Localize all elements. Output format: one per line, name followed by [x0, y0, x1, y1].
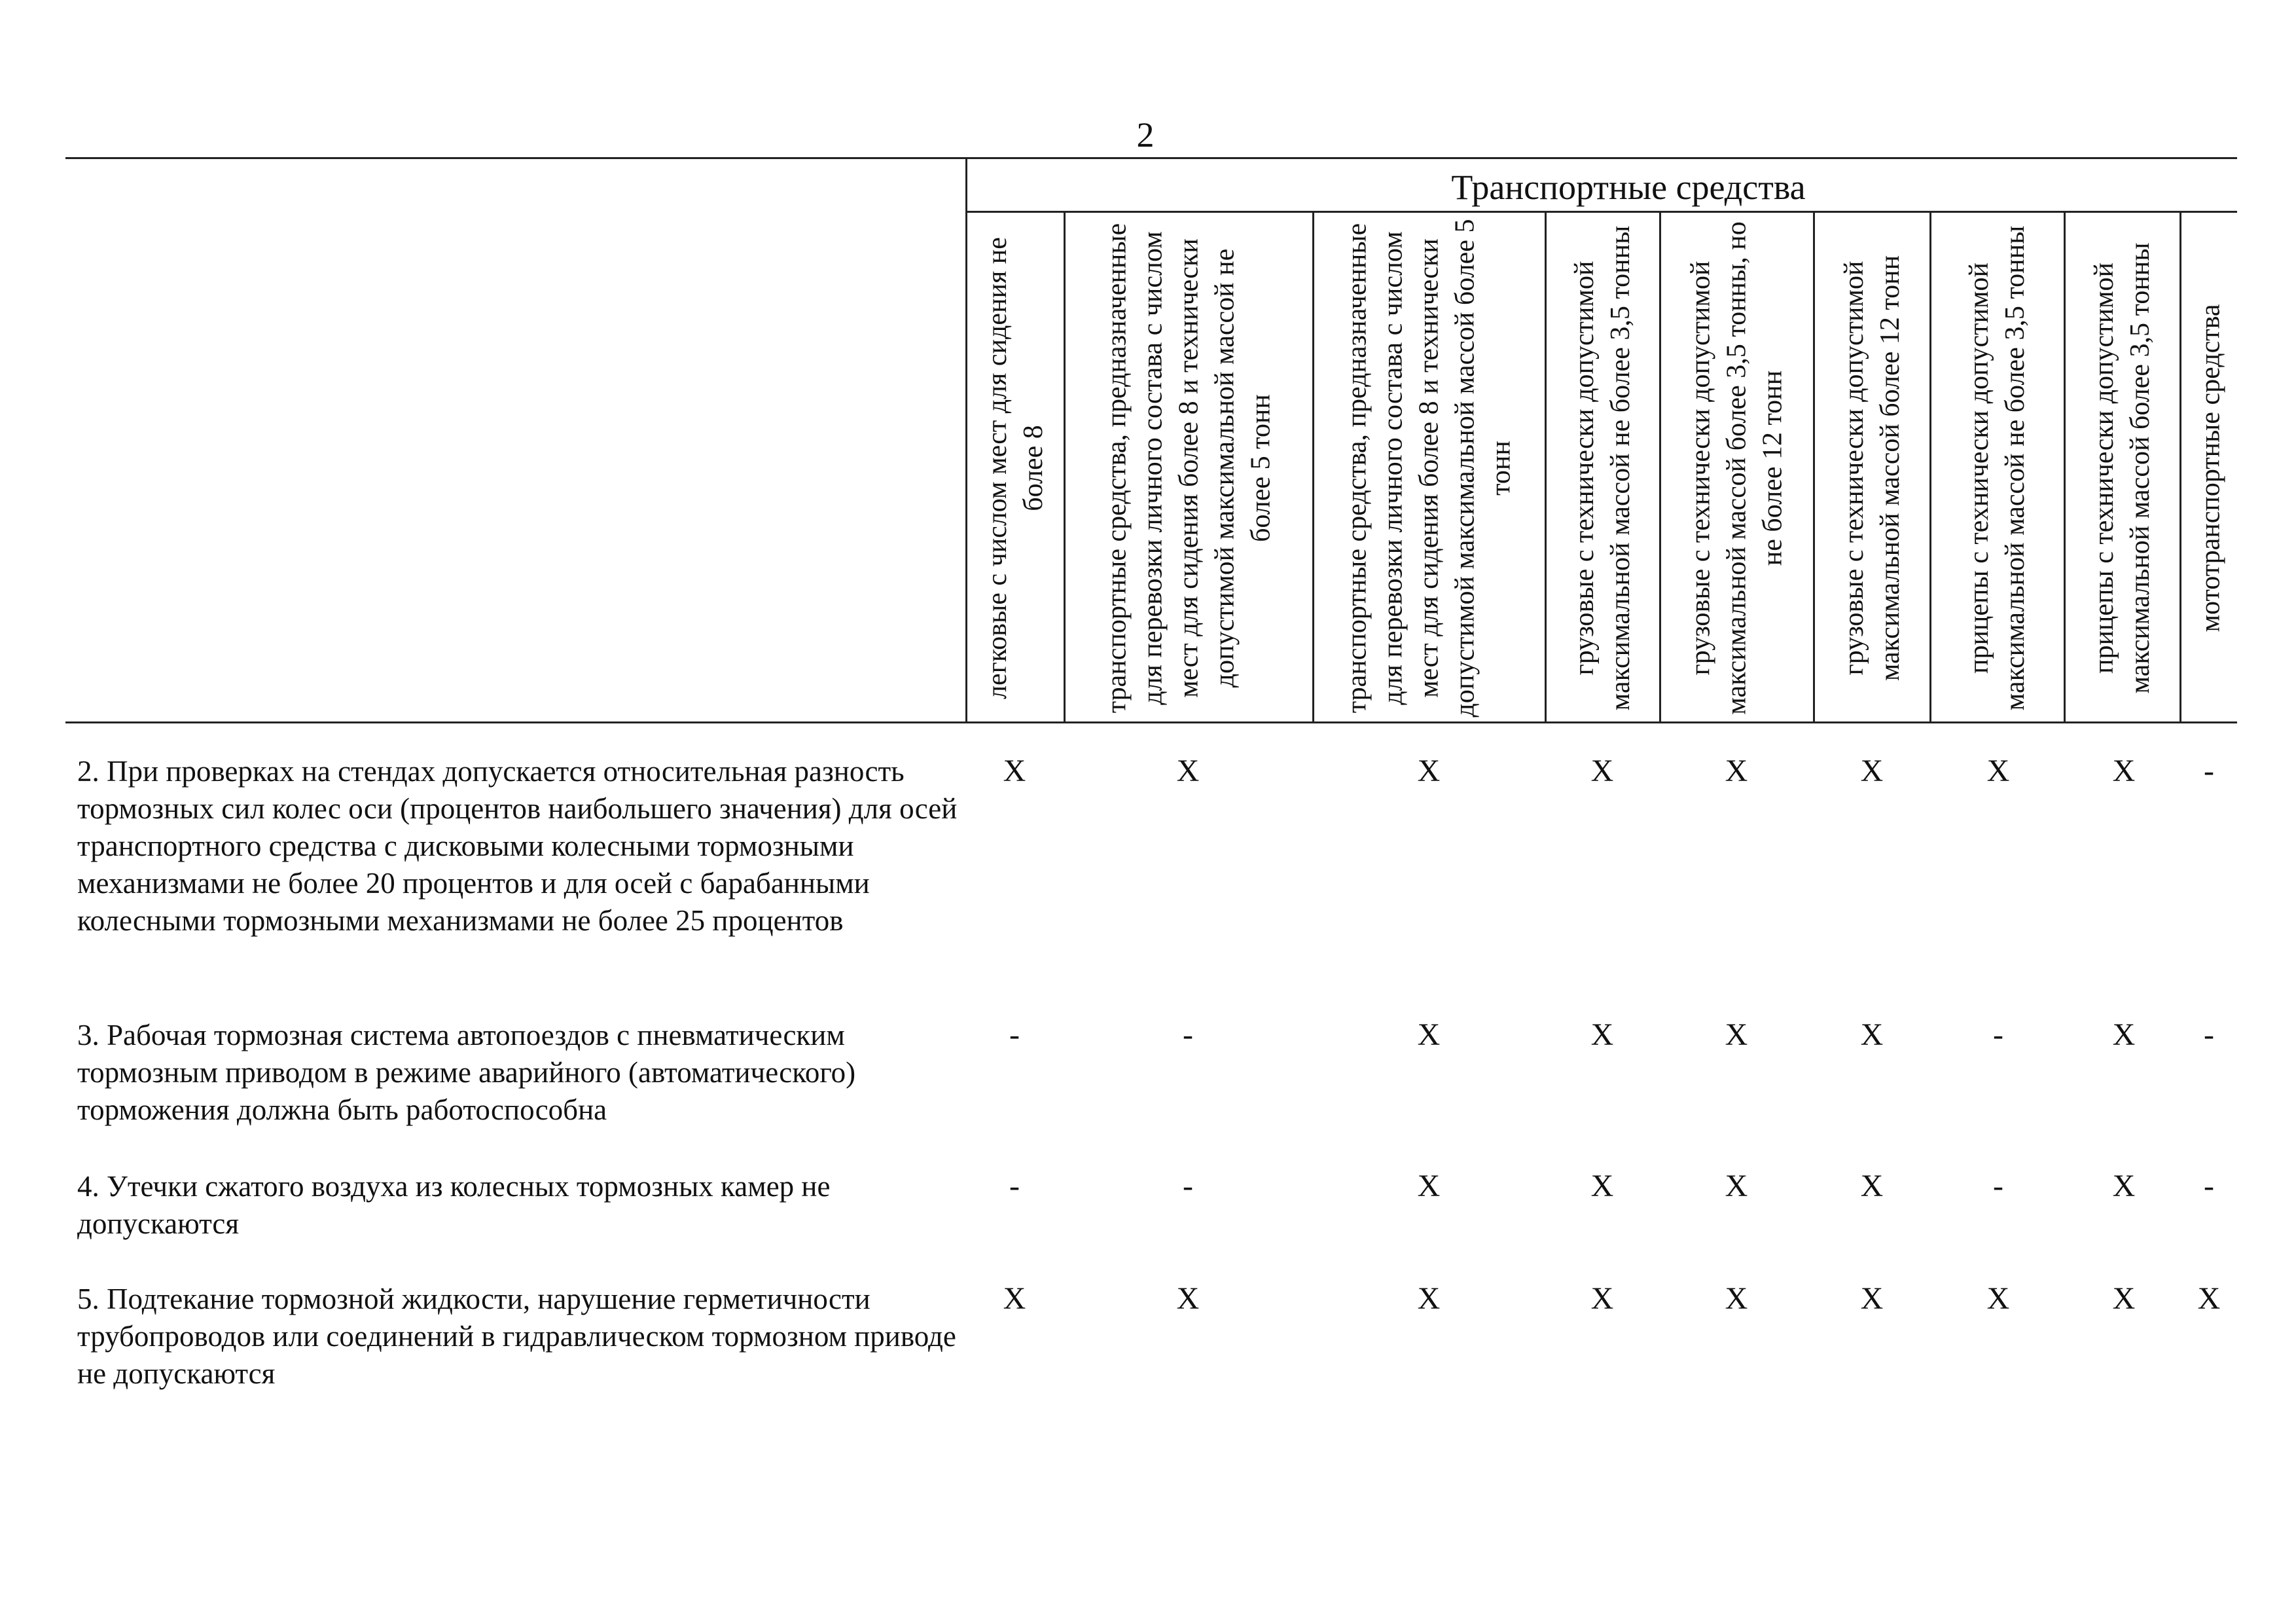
mark-cell: X [1003, 754, 1026, 788]
mark-cell: X [1590, 1017, 1614, 1052]
mark-cell: X [2112, 1017, 2136, 1052]
mark-cell: X [1725, 1169, 1748, 1203]
mark-cell: X [1176, 754, 1200, 788]
mark-cell: X [1590, 754, 1614, 788]
table-top-rule [65, 157, 2237, 159]
mark-cell: X [1003, 1281, 1026, 1316]
mark-cell: - [1183, 1017, 1193, 1052]
mark-cell: X [2112, 1169, 2136, 1203]
mark-cell: X [1725, 1017, 1748, 1052]
mark-cell: X [1860, 754, 1884, 788]
mark-cell: - [2204, 1169, 2214, 1203]
column-header: транспортные средства, предназначенные для перевозки личного состава с числом мест для сидения более 8 и технически допустимой максимальной массой не более 5 тонн [1102, 223, 1276, 714]
column-header: прицепы с технически допустимой максимальной массой более 3,5 тонны [2089, 242, 2155, 694]
mark-cell: - [2204, 754, 2214, 788]
mark-cell: - [1993, 1017, 2003, 1052]
mark-cell: X [1417, 754, 1441, 788]
mark-cell: - [1183, 1169, 1193, 1203]
mark-cell: X [1417, 1017, 1441, 1052]
mark-cell: X [1986, 754, 2010, 788]
mark-cell: X [1986, 1281, 2010, 1316]
mark-cell: X [1725, 1281, 1748, 1316]
group-header-rule [965, 211, 2237, 213]
mark-cell: - [1009, 1169, 1020, 1203]
column-header: транспортные средства, предназначенные для перевозки личного состава с числом мест для сидения более 8 и технически допустимой максимальной массой более 5 тонн [1342, 219, 1516, 718]
column-header: прицепы с технически допустимой максимальной массой не более 3,5 тонны [1964, 225, 2030, 711]
mark-cell: X [1725, 754, 1748, 788]
mark-cell: X [1417, 1281, 1441, 1316]
mark-cell: - [1993, 1169, 2003, 1203]
mark-cell: X [1860, 1017, 1884, 1052]
mark-cell: X [1590, 1281, 1614, 1316]
mark-cell: X [1176, 1281, 1200, 1316]
mark-cell: X [2197, 1281, 2221, 1316]
mark-cell: X [1590, 1169, 1614, 1203]
mark-cell: X [1417, 1169, 1441, 1203]
requirement-text: 3. Рабочая тормозная система автопоездов с пневматическим тормозным приводом в режиме аварийного (автоматического) торможения должна быть работоспособна [77, 1019, 856, 1126]
header-bottom-rule [65, 721, 2237, 723]
column-header: мототранспортные средства [2195, 304, 2226, 632]
mark-cell: - [1009, 1017, 1020, 1052]
requirement-text: 4. Утечки сжатого воздуха из колесных тормозных камер не допускаются [77, 1170, 831, 1240]
column-header: легковые с числом мест для сидения не более 8 [982, 237, 1049, 699]
column-header: грузовые с технически допустимой максимальной массой не более 3,5 тонны [1570, 225, 1636, 711]
column-header: грузовые с технически допустимой максимальной массой более 3,5 тонны, но не более 12 тонн [1685, 221, 1788, 715]
page-number: 2 [1136, 115, 1155, 155]
mark-cell: X [1860, 1169, 1884, 1203]
mark-cell: - [2204, 1017, 2214, 1052]
column-header: грузовые с технически допустимой максимальной массой более 12 тонн [1839, 255, 1905, 682]
requirement-text: 5. Подтекание тормозной жидкости, нарушение герметичности трубопроводов или соединений в гидравлическом тормозном приводе не допускаются [77, 1283, 956, 1390]
requirement-text: 2. При проверках на стендах допускается относительная разность тормозных сил колес оси (процентов наибольшего значения) для осей транспортного средства с дисковыми колесными тормозными механизмами не более 20 процентов и для осей с барабанными колесными тормозными механизмами не более 25 процентов [77, 755, 958, 937]
mark-cell: X [1860, 1281, 1884, 1316]
mark-cell: X [2112, 754, 2136, 788]
mark-cell: X [2112, 1281, 2136, 1316]
group-header: Транспортные средства [1451, 168, 1806, 207]
